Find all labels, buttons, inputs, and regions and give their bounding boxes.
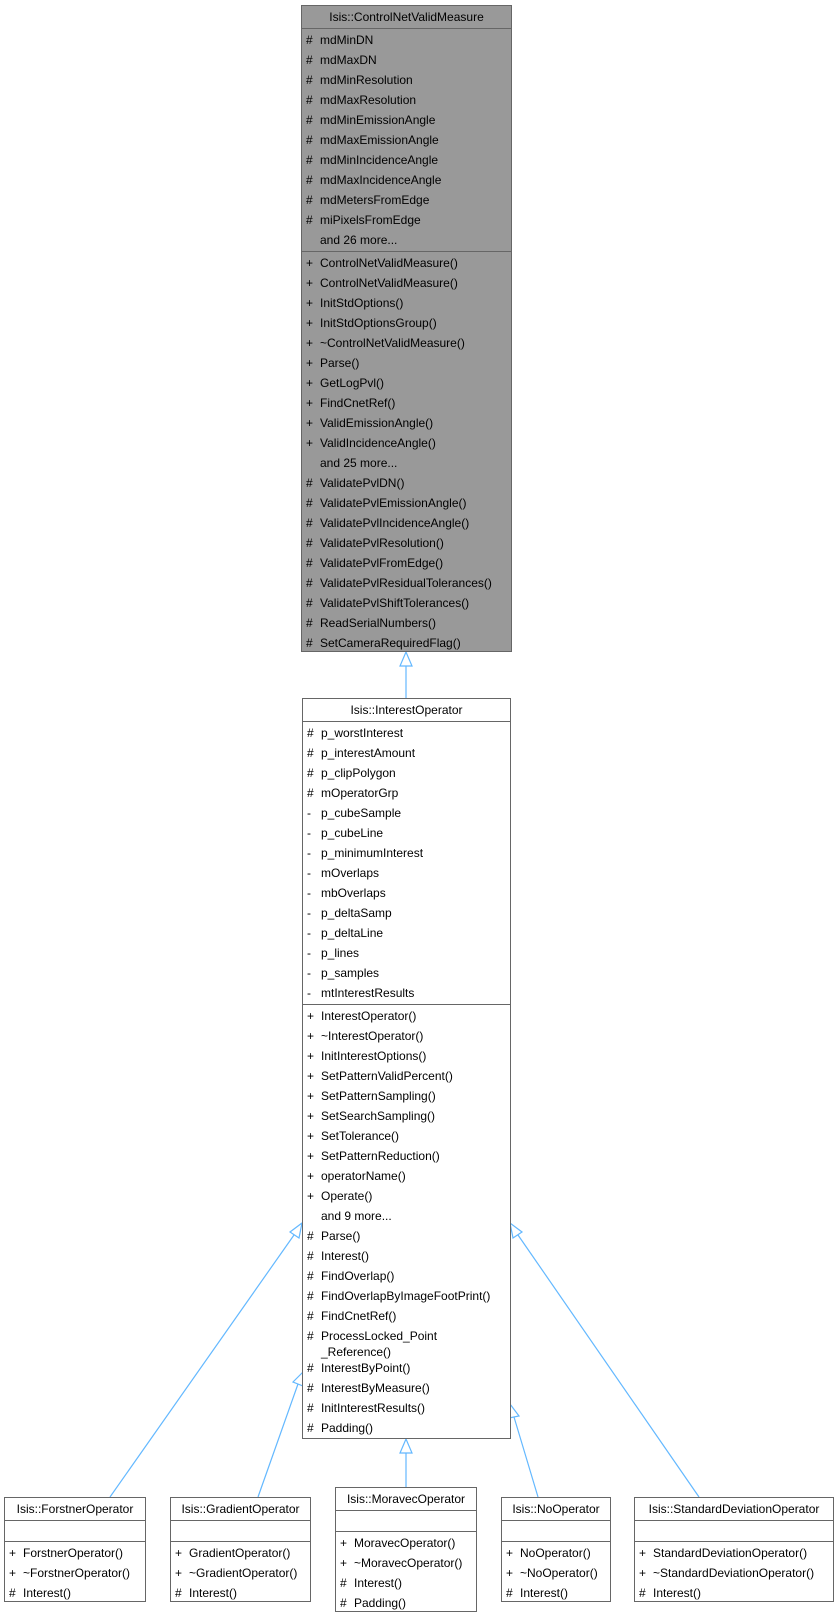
member-name: p_lines: [321, 946, 360, 960]
member-row[interactable]: [635, 1543, 833, 1563]
member-name: and 25 more...: [320, 456, 398, 470]
arrowhead-moravec: [400, 1439, 412, 1453]
visibility-marker: +: [306, 276, 314, 290]
member-row[interactable]: [302, 110, 511, 130]
member-row[interactable]: [303, 1286, 510, 1306]
member-row[interactable]: [302, 190, 511, 210]
arrowhead-forstner: [290, 1223, 302, 1238]
visibility-marker: +: [639, 1546, 647, 1560]
member-row[interactable]: [303, 983, 510, 1003]
member-row[interactable]: [302, 613, 511, 633]
visibility-marker: +: [307, 1129, 315, 1143]
visibility-marker: #: [306, 596, 313, 610]
visibility-marker: +: [306, 316, 314, 330]
member-name: Interest(): [321, 1249, 370, 1263]
member-row[interactable]: [303, 963, 510, 983]
member-name: ~ForstnerOperator(): [23, 1566, 131, 1580]
member-row[interactable]: [302, 170, 511, 190]
member-name: FindOverlapByImageFootPrint(): [321, 1289, 491, 1303]
member-name: ControlNetValidMeasure(): [320, 256, 458, 270]
member-name: mbOverlaps: [321, 886, 386, 900]
member-row[interactable]: [302, 333, 511, 353]
attribute-section: [502, 1521, 610, 1541]
member-row[interactable]: [303, 1326, 510, 1358]
method-section: [5, 1541, 145, 1604]
member-row[interactable]: [302, 573, 511, 593]
member-name: StandardDeviationOperator(): [653, 1546, 808, 1560]
member-name: InterestByMeasure(): [321, 1381, 430, 1395]
member-name: ValidatePvlDN(): [320, 476, 405, 490]
visibility-marker: #: [306, 576, 313, 590]
member-name: p_worstInterest: [321, 726, 404, 740]
visibility-marker: #: [307, 1421, 314, 1435]
member-row[interactable]: [171, 1583, 310, 1603]
member-name: operatorName(): [321, 1169, 406, 1183]
visibility-marker: #: [340, 1596, 347, 1610]
member-row[interactable]: [303, 923, 510, 943]
member-name: mdMaxDN: [320, 53, 377, 67]
visibility-marker: [306, 230, 320, 250]
member-row[interactable]: [302, 433, 511, 453]
member-name: ValidatePvlResidualTolerances(): [320, 576, 492, 590]
arrowhead-base: [400, 652, 412, 666]
member-name: mtInterestResults: [321, 986, 415, 1000]
member-name: ForstnerOperator(): [23, 1546, 124, 1560]
member-row[interactable]: [302, 313, 511, 333]
member-row[interactable]: [336, 1573, 476, 1593]
member-name: GetLogPvl(): [320, 376, 385, 390]
member-row[interactable]: [302, 553, 511, 573]
visibility-marker: -: [307, 866, 311, 880]
visibility-marker: [306, 453, 320, 473]
member-row[interactable]: [303, 1026, 510, 1046]
member-name: and 26 more...: [320, 233, 398, 247]
member-name: NoOperator(): [520, 1546, 591, 1560]
visibility-marker: #: [306, 496, 313, 510]
visibility-marker: [307, 1206, 321, 1226]
class-title: Isis::MoravecOperator: [336, 1488, 476, 1511]
visibility-marker: +: [307, 1069, 315, 1083]
attribute-section: [302, 29, 511, 251]
member-name: mOperatorGrp: [321, 786, 399, 800]
member-name: ValidEmissionAngle(): [320, 416, 434, 430]
visibility-marker: +: [175, 1566, 183, 1580]
visibility-marker: +: [306, 436, 314, 450]
visibility-marker: +: [307, 1169, 315, 1183]
member-name: mOverlaps: [321, 866, 380, 880]
member-row[interactable]: [303, 823, 510, 843]
member-row[interactable]: [303, 783, 510, 803]
member-name: InterestByPoint(): [321, 1361, 411, 1375]
attribute-section: [303, 722, 510, 1004]
member-row[interactable]: [303, 843, 510, 863]
member-row[interactable]: [635, 1583, 833, 1603]
visibility-marker: -: [307, 986, 311, 1000]
method-section: [635, 1541, 833, 1604]
member-name: mdMaxResolution: [320, 93, 417, 107]
member-name: p_cubeSample: [321, 806, 402, 820]
member-name: InterestOperator(): [321, 1009, 417, 1023]
member-row[interactable]: [5, 1543, 145, 1563]
method-section: [303, 1004, 510, 1439]
attribute-section: [5, 1521, 145, 1541]
member-row[interactable]: [302, 493, 511, 513]
visibility-marker: +: [306, 396, 314, 410]
visibility-marker: #: [9, 1586, 16, 1600]
visibility-marker: #: [307, 1249, 314, 1263]
member-row[interactable]: [302, 353, 511, 373]
visibility-marker: -: [307, 886, 311, 900]
class-box-controlnetvalidmeasure[interactable]: [301, 5, 512, 652]
member-row[interactable]: [336, 1553, 476, 1573]
visibility-marker: +: [9, 1566, 17, 1580]
visibility-marker: -: [307, 946, 311, 960]
member-name: SetTolerance(): [321, 1129, 400, 1143]
member-name: SetCameraRequiredFlag(): [320, 636, 461, 650]
member-row[interactable]: [303, 1126, 510, 1146]
member-row[interactable]: [303, 1418, 510, 1438]
member-row[interactable]: [303, 1106, 510, 1126]
visibility-marker: #: [306, 213, 313, 227]
member-name: and 9 more...: [321, 1209, 392, 1223]
member-name: SetSearchSampling(): [321, 1109, 436, 1123]
class-box-moravecoperator[interactable]: [335, 1487, 477, 1612]
visibility-marker: +: [506, 1546, 514, 1560]
member-name: p_deltaLine: [321, 926, 384, 940]
member-row[interactable]: [336, 1593, 476, 1613]
member-row[interactable]: [302, 293, 511, 313]
member-row[interactable]: [303, 1166, 510, 1186]
member-row[interactable]: [303, 1046, 510, 1066]
member-name: p_clipPolygon: [321, 766, 396, 780]
visibility-marker: #: [307, 786, 314, 800]
member-row[interactable]: [303, 1378, 510, 1398]
member-name: ~ControlNetValidMeasure(): [320, 336, 465, 350]
member-name: ProcessLocked_Point _Reference(): [321, 1329, 438, 1359]
visibility-marker: #: [306, 173, 313, 187]
member-row[interactable]: [303, 1206, 510, 1226]
member-row[interactable]: [302, 50, 511, 70]
member-row[interactable]: [302, 273, 511, 293]
class-title: Isis::GradientOperator: [171, 1498, 310, 1521]
member-row[interactable]: [302, 30, 511, 50]
member-name: p_samples: [321, 966, 380, 980]
member-row[interactable]: [302, 90, 511, 110]
visibility-marker: -: [307, 846, 311, 860]
visibility-marker: +: [307, 1009, 315, 1023]
class-title: Isis::NoOperator: [502, 1498, 610, 1521]
member-name: Interest(): [23, 1586, 72, 1600]
visibility-marker: #: [306, 193, 313, 207]
visibility-marker: -: [307, 966, 311, 980]
visibility-marker: #: [306, 133, 313, 147]
member-name: p_cubeLine: [321, 826, 384, 840]
class-title: Isis::InterestOperator: [303, 699, 510, 722]
member-row[interactable]: [303, 803, 510, 823]
member-name: SetPatternSampling(): [321, 1089, 436, 1103]
member-row[interactable]: [302, 533, 511, 553]
member-name: SetPatternValidPercent(): [321, 1069, 453, 1083]
method-section: [171, 1541, 310, 1604]
attribute-section: [635, 1521, 833, 1541]
visibility-marker: +: [306, 296, 314, 310]
edge-nooperator: [514, 1417, 538, 1497]
visibility-marker: +: [340, 1556, 348, 1570]
member-row[interactable]: [303, 943, 510, 963]
member-row[interactable]: [302, 70, 511, 90]
member-name: ~StandardDeviationOperator(): [653, 1566, 815, 1580]
class-title: Isis::StandardDeviationOperator: [635, 1498, 833, 1521]
member-row[interactable]: [502, 1563, 610, 1583]
member-name: Operate(): [321, 1189, 373, 1203]
member-row[interactable]: [302, 513, 511, 533]
member-row[interactable]: [336, 1533, 476, 1553]
member-row[interactable]: [302, 593, 511, 613]
member-row[interactable]: [303, 1086, 510, 1106]
visibility-marker: +: [307, 1049, 315, 1063]
visibility-marker: -: [307, 926, 311, 940]
member-row[interactable]: [171, 1543, 310, 1563]
member-row[interactable]: [303, 1358, 510, 1378]
edge-gradient: [258, 1384, 298, 1497]
visibility-marker: #: [506, 1586, 513, 1600]
member-name: FindCnetRef(): [321, 1309, 397, 1323]
member-row[interactable]: [303, 763, 510, 783]
member-row[interactable]: [303, 1306, 510, 1326]
visibility-marker: +: [506, 1566, 514, 1580]
member-name: Interest(): [354, 1576, 403, 1590]
edge-stddev: [518, 1235, 699, 1497]
attribute-section: [171, 1521, 310, 1541]
visibility-marker: -: [307, 806, 311, 820]
member-row[interactable]: [303, 1226, 510, 1246]
member-name: ValidatePvlIncidenceAngle(): [320, 516, 470, 530]
member-row[interactable]: [303, 723, 510, 743]
visibility-marker: #: [306, 616, 313, 630]
visibility-marker: #: [306, 73, 313, 87]
member-name: ~GradientOperator(): [189, 1566, 298, 1580]
visibility-marker: #: [306, 536, 313, 550]
member-row[interactable]: [635, 1563, 833, 1583]
method-section: [302, 251, 511, 654]
member-row[interactable]: [502, 1543, 610, 1563]
visibility-marker: #: [306, 33, 313, 47]
member-row[interactable]: [303, 863, 510, 883]
member-name: Padding(): [321, 1421, 374, 1435]
member-row[interactable]: [502, 1583, 610, 1603]
visibility-marker: #: [307, 1269, 314, 1283]
member-name: mdMetersFromEdge: [320, 193, 430, 207]
visibility-marker: #: [340, 1576, 347, 1590]
member-row[interactable]: [302, 473, 511, 493]
visibility-marker: #: [639, 1586, 646, 1600]
visibility-marker: #: [306, 153, 313, 167]
member-row[interactable]: [303, 1146, 510, 1166]
member-row[interactable]: [303, 1398, 510, 1418]
visibility-marker: +: [306, 336, 314, 350]
member-name: p_interestAmount: [321, 746, 416, 760]
member-row[interactable]: [5, 1583, 145, 1603]
member-name: p_deltaSamp: [321, 906, 392, 920]
member-name: Interest(): [189, 1586, 238, 1600]
visibility-marker: #: [306, 93, 313, 107]
class-box-forstneroperator[interactable]: [4, 1497, 146, 1602]
member-name: Interest(): [520, 1586, 569, 1600]
visibility-marker: #: [307, 1381, 314, 1395]
member-row[interactable]: [302, 413, 511, 433]
visibility-marker: #: [307, 1229, 314, 1243]
visibility-marker: +: [306, 416, 314, 430]
visibility-marker: #: [307, 1309, 314, 1323]
visibility-marker: +: [307, 1029, 315, 1043]
member-row[interactable]: [303, 1066, 510, 1086]
member-row[interactable]: [302, 373, 511, 393]
class-box-gradientoperator[interactable]: [170, 1497, 311, 1602]
member-name: SetPatternReduction(): [321, 1149, 440, 1163]
member-row[interactable]: [302, 230, 511, 250]
class-box-interestoperator[interactable]: [302, 698, 511, 1439]
member-row[interactable]: [303, 903, 510, 923]
visibility-marker: #: [306, 636, 313, 650]
member-row[interactable]: [302, 453, 511, 473]
member-name: InitStdOptions(): [320, 296, 404, 310]
visibility-marker: #: [306, 516, 313, 530]
visibility-marker: +: [340, 1536, 348, 1550]
visibility-marker: +: [306, 256, 314, 270]
visibility-marker: #: [307, 1361, 314, 1375]
class-title: Isis::ControlNetValidMeasure: [302, 6, 511, 29]
member-row[interactable]: [303, 743, 510, 763]
member-name: InitStdOptionsGroup(): [320, 316, 437, 330]
visibility-marker: #: [307, 1401, 314, 1415]
member-name: p_minimumInterest: [321, 846, 424, 860]
member-name: FindOverlap(): [321, 1269, 395, 1283]
member-name: ValidatePvlShiftTolerances(): [320, 596, 470, 610]
member-row[interactable]: [303, 1186, 510, 1206]
visibility-marker: #: [306, 556, 313, 570]
visibility-marker: +: [306, 356, 314, 370]
visibility-marker: +: [307, 1189, 315, 1203]
visibility-marker: #: [307, 1329, 314, 1343]
member-name: MoravecOperator(): [354, 1536, 456, 1550]
visibility-marker: +: [9, 1546, 17, 1560]
visibility-marker: +: [639, 1566, 647, 1580]
visibility-marker: #: [175, 1586, 182, 1600]
visibility-marker: #: [307, 766, 314, 780]
member-row[interactable]: [302, 393, 511, 413]
member-name: Parse(): [321, 1229, 361, 1243]
member-name: ~InterestOperator(): [321, 1029, 424, 1043]
visibility-marker: +: [307, 1089, 315, 1103]
member-name: mdMinDN: [320, 33, 374, 47]
member-name: miPixelsFromEdge: [320, 213, 421, 227]
visibility-marker: #: [307, 1289, 314, 1303]
member-name: ControlNetValidMeasure(): [320, 276, 458, 290]
edge-forstner: [110, 1235, 294, 1497]
member-row[interactable]: [302, 253, 511, 273]
member-name: Interest(): [653, 1586, 702, 1600]
visibility-marker: #: [306, 113, 313, 127]
member-name: ValidatePvlEmissionAngle(): [320, 496, 467, 510]
method-section: [336, 1531, 476, 1614]
method-section: [502, 1541, 610, 1604]
visibility-marker: #: [306, 53, 313, 67]
member-row[interactable]: [302, 633, 511, 653]
class-box-standarddeviationoperator[interactable]: [634, 1497, 834, 1602]
member-name: mdMaxIncidenceAngle: [320, 173, 442, 187]
member-name: Parse(): [320, 356, 360, 370]
member-name: Padding(): [354, 1596, 407, 1610]
attribute-section: [336, 1511, 476, 1531]
member-row[interactable]: [302, 210, 511, 230]
member-row[interactable]: [303, 1266, 510, 1286]
member-name: mdMaxEmissionAngle: [320, 133, 439, 147]
member-row[interactable]: [303, 1006, 510, 1026]
member-row[interactable]: [303, 883, 510, 903]
member-row[interactable]: [171, 1563, 310, 1583]
class-box-nooperator[interactable]: [501, 1497, 611, 1602]
member-name: FindCnetRef(): [320, 396, 396, 410]
visibility-marker: +: [306, 376, 314, 390]
member-name: InitInterestResults(): [321, 1401, 426, 1415]
arrowhead-stddev: [510, 1223, 522, 1238]
visibility-marker: +: [175, 1546, 183, 1560]
member-name: ~NoOperator(): [520, 1566, 598, 1580]
member-name: mdMinResolution: [320, 73, 413, 87]
member-name: mdMinEmissionAngle: [320, 113, 436, 127]
visibility-marker: #: [307, 746, 314, 760]
member-row[interactable]: [302, 130, 511, 150]
visibility-marker: +: [307, 1109, 315, 1123]
member-row[interactable]: [5, 1563, 145, 1583]
member-name: InitInterestOptions(): [321, 1049, 427, 1063]
member-row[interactable]: [302, 150, 511, 170]
member-name: ValidatePvlFromEdge(): [320, 556, 444, 570]
visibility-marker: #: [307, 726, 314, 740]
visibility-marker: -: [307, 826, 311, 840]
class-title: Isis::ForstnerOperator: [5, 1498, 145, 1521]
visibility-marker: -: [307, 906, 311, 920]
member-name: GradientOperator(): [189, 1546, 291, 1560]
member-name: ValidatePvlResolution(): [320, 536, 444, 550]
member-name: ValidIncidenceAngle(): [320, 436, 436, 450]
member-name: ReadSerialNumbers(): [320, 616, 437, 630]
member-name: mdMinIncidenceAngle: [320, 153, 439, 167]
member-row[interactable]: [303, 1246, 510, 1266]
member-name: ~MoravecOperator(): [354, 1556, 463, 1570]
visibility-marker: +: [307, 1149, 315, 1163]
visibility-marker: #: [306, 476, 313, 490]
